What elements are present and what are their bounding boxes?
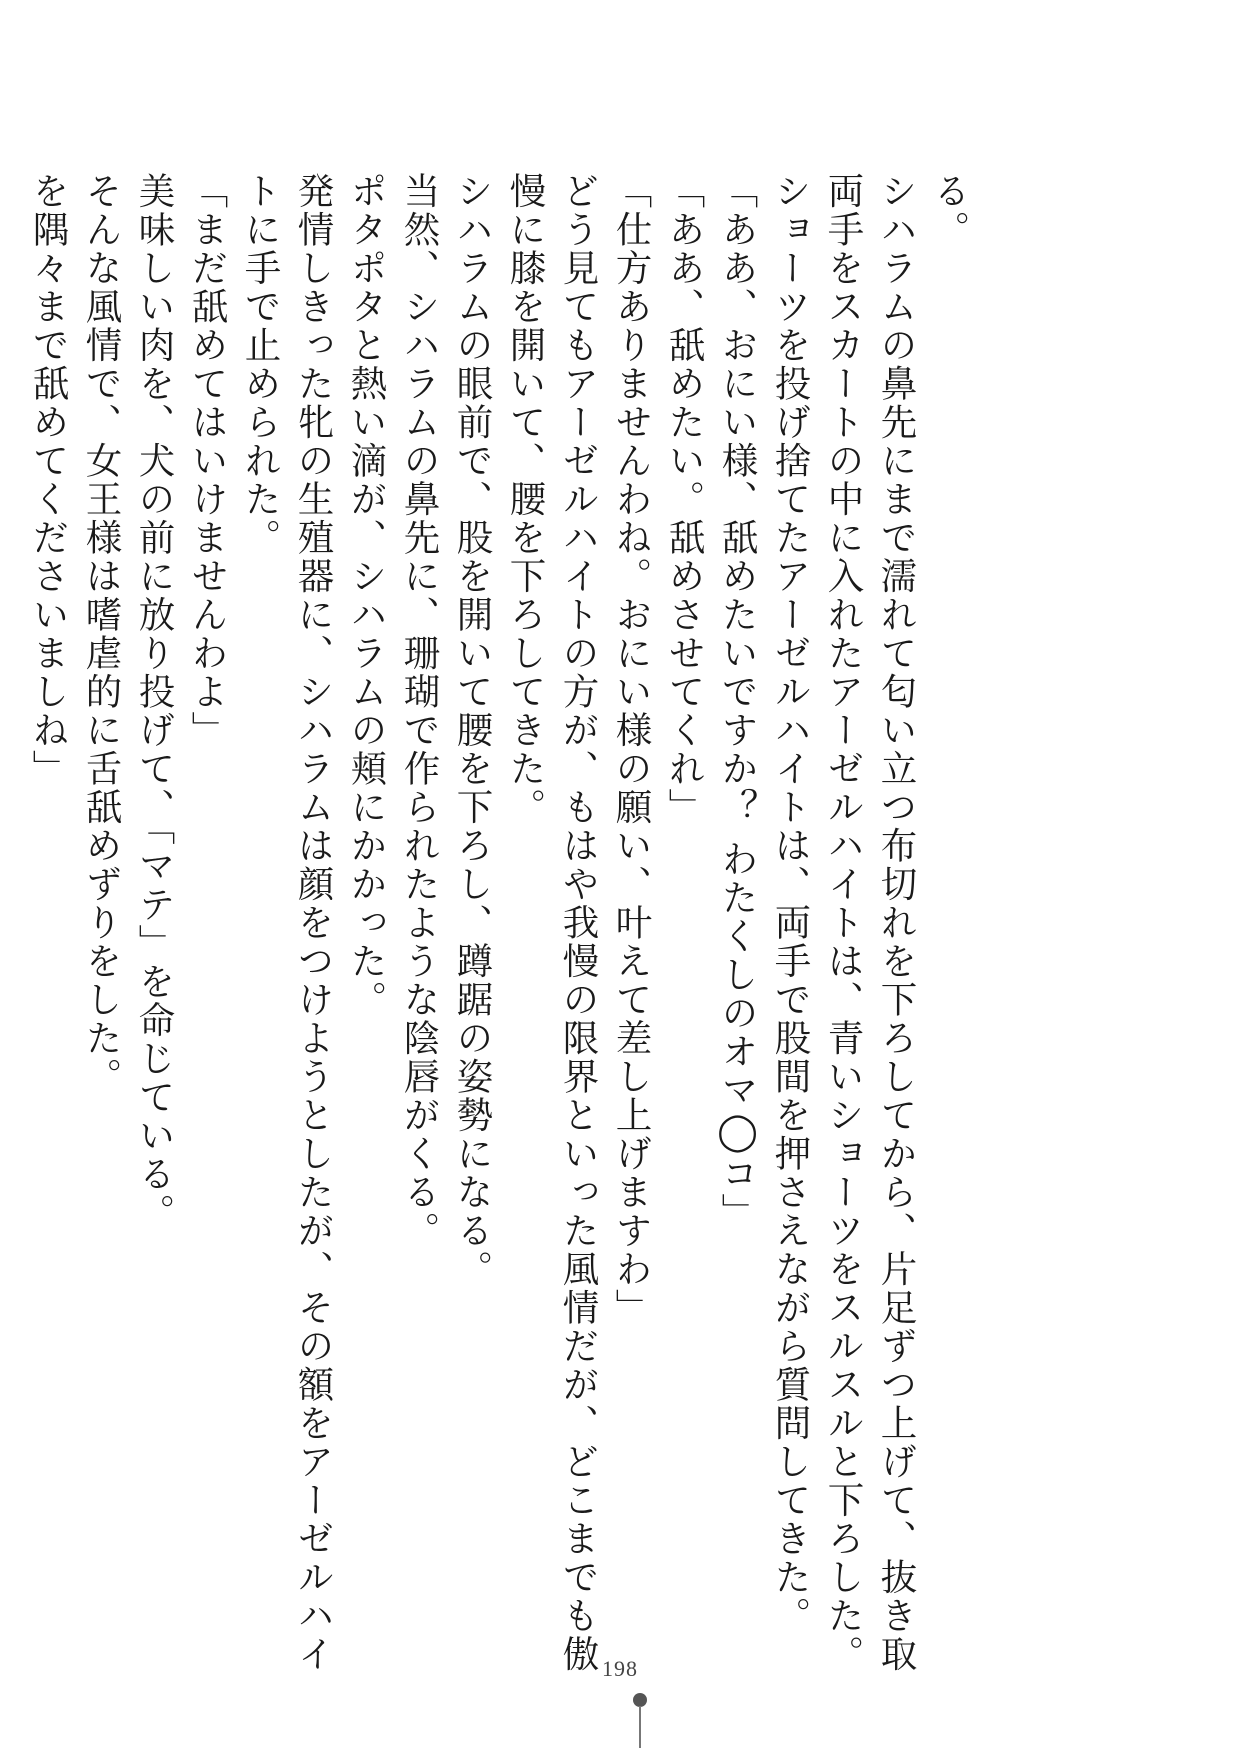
- text-line: シハラムの鼻先にまで濡れて匂い立つ布切れを下ろしてから、片足ずつ上げて、抜き取: [875, 172, 918, 1674]
- text-line: 「ああ、舐めたい。舐めさせてくれ」: [663, 172, 706, 827]
- text-line: そんな風情で、女王様は嗜虐的に舌舐めずりをした。: [80, 172, 123, 1096]
- text-line: ショーツを投げ捨てたアーゼルハイトは、両手で股間を押さえながら質問してきた。: [769, 172, 812, 1635]
- text-line: る。: [928, 172, 971, 249]
- text-line: 発情しきった牝の生殖器に、シハラムは顔をつけようとしたが、その額をアーゼルハイ: [292, 172, 335, 1674]
- text-line: 美味しい肉を、犬の前に放り投げて、「マテ」を命じている。: [133, 172, 176, 1232]
- page-marker-dot: [633, 1693, 647, 1707]
- page-marker-line: [639, 1706, 641, 1748]
- page-number: 198: [602, 1656, 638, 1681]
- text-line: を隅々まで舐めてくださいましね」: [27, 172, 70, 788]
- text-line: 慢に膝を開いて、腰を下ろしてきた。: [504, 172, 547, 827]
- text-line: ポタポタと熱い滴が、シハラムの頬にかかった。: [345, 172, 388, 1019]
- text-line: 両手をスカートの中に入れたアーゼルハイトは、青いショーツをスルスルと下ろした。: [822, 172, 865, 1674]
- text-line: シハラムの眼前で、股を開いて腰を下ろし、蹲踞の姿勢になる。: [451, 172, 494, 1289]
- text-line: 当然、シハラムの鼻先に、珊瑚で作られたような陰唇がくる。: [398, 172, 441, 1250]
- text-line: 「まだ舐めてはいけませんわよ」: [186, 172, 229, 750]
- text-line: 「ああ、おにい様、舐めたいですか？ わたくしのオマ◯コ」: [716, 172, 759, 1232]
- text-line: トに手で止められた。: [239, 172, 282, 557]
- text-line: どう見てもアーゼルハイトの方が、もはや我慢の限界といった風情だが、どこまでも傲: [557, 172, 600, 1674]
- text-line: 「仕方ありませんわね。おにい様の願い、叶えて差し上げますわ」: [610, 172, 653, 1327]
